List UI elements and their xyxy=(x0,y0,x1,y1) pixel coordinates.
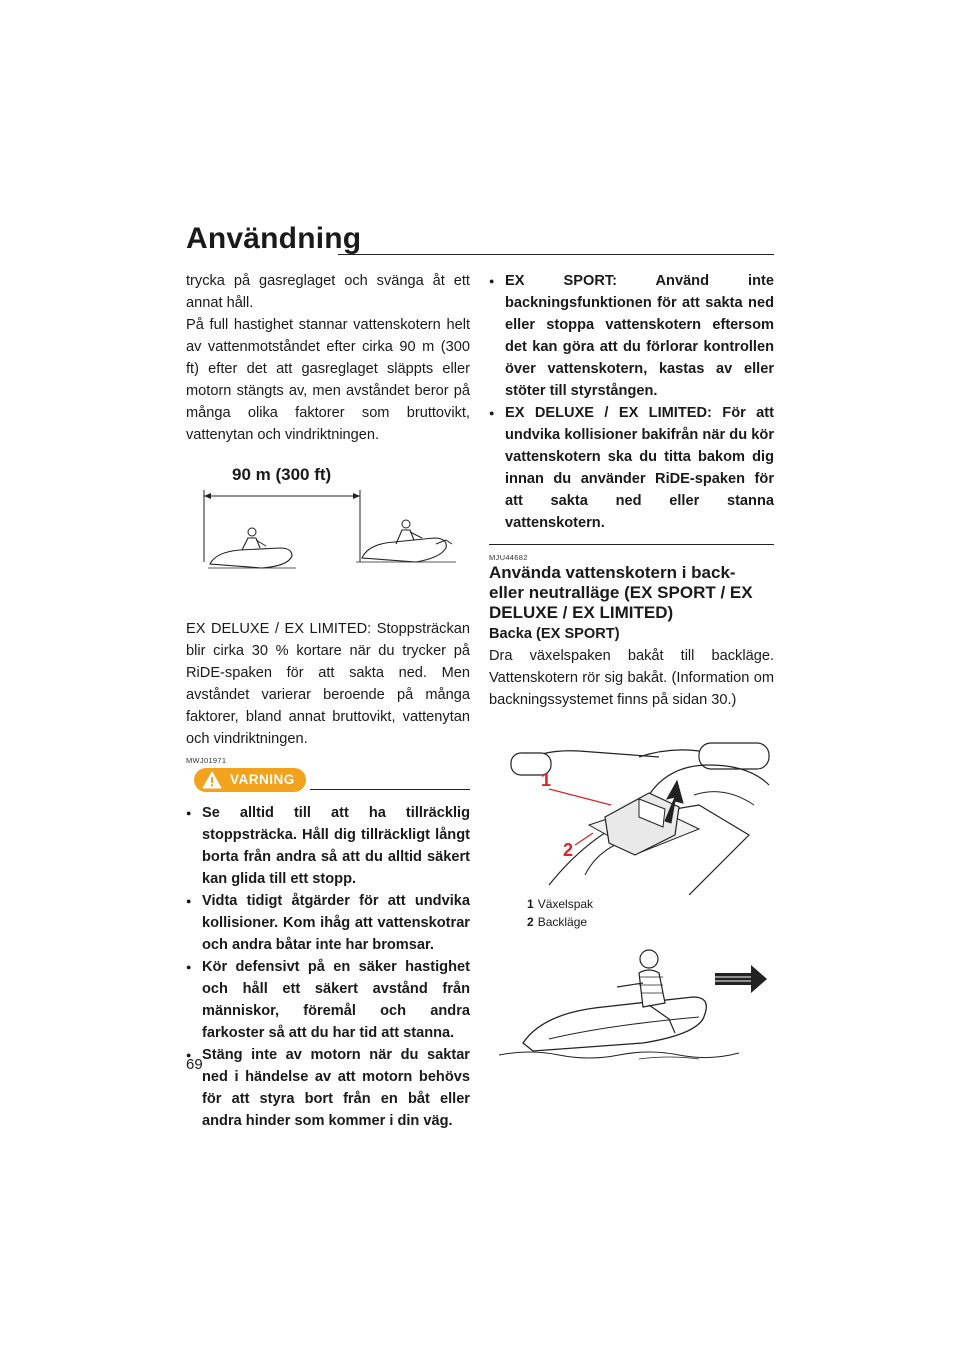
warning-code: MWJ01971 xyxy=(186,756,227,765)
paragraph: Dra växelspaken bakåt till backläge. Vattenskotern rör sig bakåt. (Information om backningssystemet finns på sidan 30.) xyxy=(489,648,774,708)
paragraph: EX DELUXE / EX LIMITED: Stoppsträckan blir cirka 30 % kortare när du trycker på RiDE-spaken för att sakta ned. Men avståndet varierar beroende på många faktorer, bland annat bruttovikt, vattenytan och vindriktningen. xyxy=(186,621,470,747)
jetski-reverse-illustration xyxy=(489,943,774,1083)
header-rule xyxy=(338,254,774,255)
list-item: ● Vidta tidigt åtgärder för att undvika kollisioner. Kom ihåg att vattenskotrar och andra båtar inte har bromsar. xyxy=(186,890,470,956)
list-item: ● EX SPORT: Använd inte backningsfunktionen för att sakta ned eller stoppa vattenskotern eftersom det kan göra att du förlorar kontrollen över vattenskotern, kastas av eller stöter till styrstången. xyxy=(489,270,774,402)
shift-lever-figure xyxy=(489,725,774,895)
warning-list xyxy=(186,802,470,1132)
callout-2: 2 xyxy=(563,840,574,860)
page-number: 69 xyxy=(186,1056,203,1073)
list-item: ● Se alltid till att ha tillräcklig stoppsträcka. Håll dig tillräckligt långt borta från andra så att du alltid säkert kan glida till ett stopp. xyxy=(186,802,470,890)
list-item: ● Kör defensivt på en säker hastighet och håll ett säkert avstånd från människor, föremål och andra farkoster så att du har tid att stanna. xyxy=(186,956,470,1044)
subheading: Backa (EX SPORT) xyxy=(489,626,620,642)
list-item: ● EX DELUXE / EX LIMITED: För att undvika kollisioner bakifrån när du kör vattenskotern ska du titta bakom dig innan du använder RiDE-spaken för att sakta ned eller stanna vattenskotern. xyxy=(489,402,774,534)
warning-end-rule xyxy=(489,544,774,545)
warning-header xyxy=(186,768,470,796)
figure-legend xyxy=(489,895,774,931)
warning-list-continued xyxy=(489,270,774,534)
page-header xyxy=(186,222,774,256)
paragraph: På full hastighet stannar vattenskotern helt av vattenmotståndet efter cirka 90 m (300 ft) efter det att gasreglaget släppts eller motorn stängts av, men avståndet beror på många olika faktorer som bruttovikt, vattenytan och vindriktningen. xyxy=(186,317,470,443)
paragraph: trycka på gasreglaget och svänga åt ett annat håll. xyxy=(186,273,470,311)
stopping-distance-figure xyxy=(186,460,470,610)
legend-item: 1 Växelspak xyxy=(527,897,594,911)
callout-1: 1 xyxy=(541,770,552,790)
shift-lever-illustration xyxy=(489,725,774,895)
distance-label: 90 m (300 ft) xyxy=(232,465,332,484)
section-code: MJU44682 xyxy=(489,553,528,562)
list-item: ● Stäng inte av motorn när du saktar ned i händelse av att motorn behövs för att styra bort från en båt eller andra hinder som kommer i din väg. xyxy=(186,1044,470,1132)
stopping-distance-illustration xyxy=(186,460,470,610)
warning-badge xyxy=(194,768,306,792)
warning-rule xyxy=(310,789,470,790)
legend-item: 2 Backläge xyxy=(527,915,588,929)
warning-triangle-icon xyxy=(202,771,222,789)
page-title: Användning xyxy=(186,222,362,255)
section-title: Använda vattenskotern i back- eller neutralläge (EX SPORT / EX DELUXE / EX LIMITED) xyxy=(489,563,753,622)
reverse-figure xyxy=(489,943,774,1083)
right-column xyxy=(489,270,774,1083)
warning-label: VARNING xyxy=(230,772,295,787)
left-column xyxy=(186,270,470,1132)
